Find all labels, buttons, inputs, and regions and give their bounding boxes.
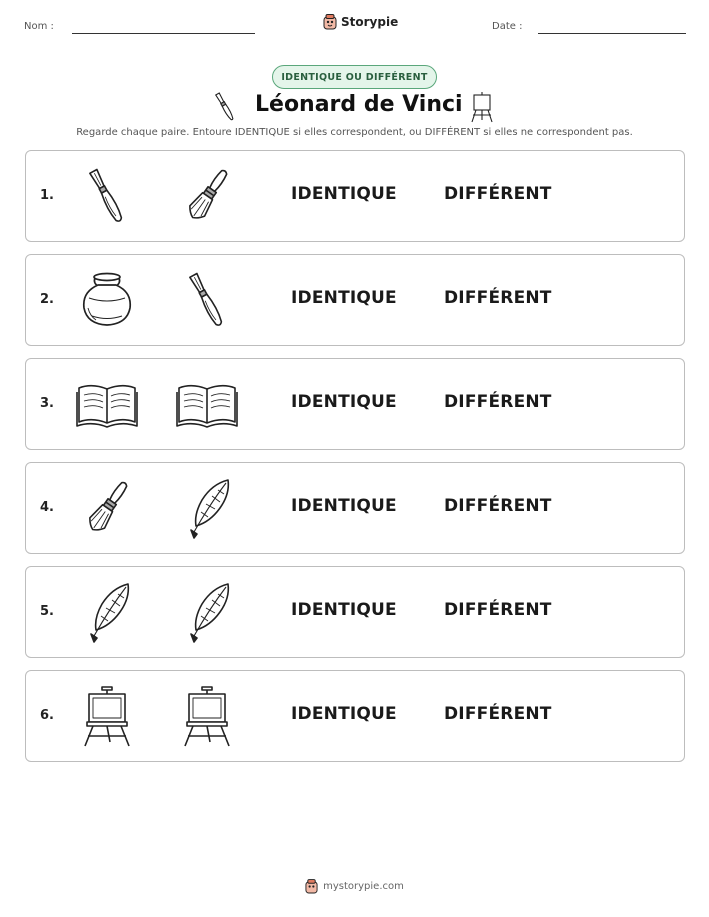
exercise-row-5 [25, 566, 685, 658]
page-title: Léonard de Vinci [255, 92, 463, 117]
right-picture [174, 164, 240, 230]
row-number: 5. [40, 604, 54, 619]
storypie-mascot-icon [323, 14, 337, 30]
identique-option[interactable]: IDENTIQUE [291, 288, 397, 308]
easel-icon [174, 684, 240, 750]
easel-icon [74, 684, 140, 750]
right-picture [174, 476, 240, 542]
exercise-row-3 [25, 358, 685, 450]
name-label: Nom : [24, 21, 54, 32]
palette-knife-icon [174, 268, 240, 334]
date-label: Date : [492, 21, 523, 32]
identique-option[interactable]: IDENTIQUE [291, 704, 397, 724]
different-option[interactable]: DIFFÉRENT [444, 600, 552, 620]
exercise-row-1 [25, 150, 685, 242]
palette-knife-icon [74, 164, 140, 230]
row-number: 1. [40, 188, 54, 203]
left-picture [74, 372, 140, 438]
easel-icon [468, 90, 496, 124]
different-option[interactable]: DIFFÉRENT [444, 288, 552, 308]
exercise-row-2 [25, 254, 685, 346]
different-option[interactable]: DIFFÉRENT [444, 704, 552, 724]
book-icon [174, 372, 240, 438]
title-row [0, 90, 709, 126]
worksheet-type-badge: IDENTIQUE OU DIFFÉRENT [272, 65, 437, 89]
footer-url: mystorypie.com [323, 881, 404, 892]
book-icon [74, 372, 140, 438]
quill-icon [74, 580, 140, 646]
paintbrush-icon [74, 476, 140, 542]
right-picture [174, 268, 240, 334]
exercise-row-4 [25, 462, 685, 554]
identique-option[interactable]: IDENTIQUE [291, 600, 397, 620]
different-option[interactable]: DIFFÉRENT [444, 184, 552, 204]
left-picture [74, 684, 140, 750]
ink-pot-icon [74, 268, 140, 334]
left-picture [74, 580, 140, 646]
identique-option[interactable]: IDENTIQUE [291, 496, 397, 516]
left-picture [74, 476, 140, 542]
brand-logo [323, 13, 398, 31]
right-picture [174, 372, 240, 438]
different-option[interactable]: DIFFÉRENT [444, 496, 552, 516]
right-picture [174, 580, 240, 646]
paintbrush-icon [174, 164, 240, 230]
row-number: 3. [40, 396, 54, 411]
palette-knife-icon [212, 90, 238, 124]
quill-icon [174, 476, 240, 542]
different-option[interactable]: DIFFÉRENT [444, 392, 552, 412]
instructions: Regarde chaque paire. Entoure IDENTIQUE si elles correspondent, ou DIFFÉRENT si elles ne correspondent pas. [76, 127, 633, 138]
footer [0, 879, 709, 894]
identique-option[interactable]: IDENTIQUE [291, 184, 397, 204]
exercise-row-6 [25, 670, 685, 762]
left-picture [74, 164, 140, 230]
left-picture [74, 268, 140, 334]
brand-name: Storypie [341, 15, 399, 29]
date-line[interactable] [538, 33, 686, 34]
identique-option[interactable]: IDENTIQUE [291, 392, 397, 412]
row-number: 4. [40, 500, 54, 515]
right-picture [174, 684, 240, 750]
row-number: 2. [40, 292, 54, 307]
name-line[interactable] [72, 33, 255, 34]
row-number: 6. [40, 708, 54, 723]
storypie-mascot-icon [305, 879, 318, 894]
quill-icon [174, 580, 240, 646]
